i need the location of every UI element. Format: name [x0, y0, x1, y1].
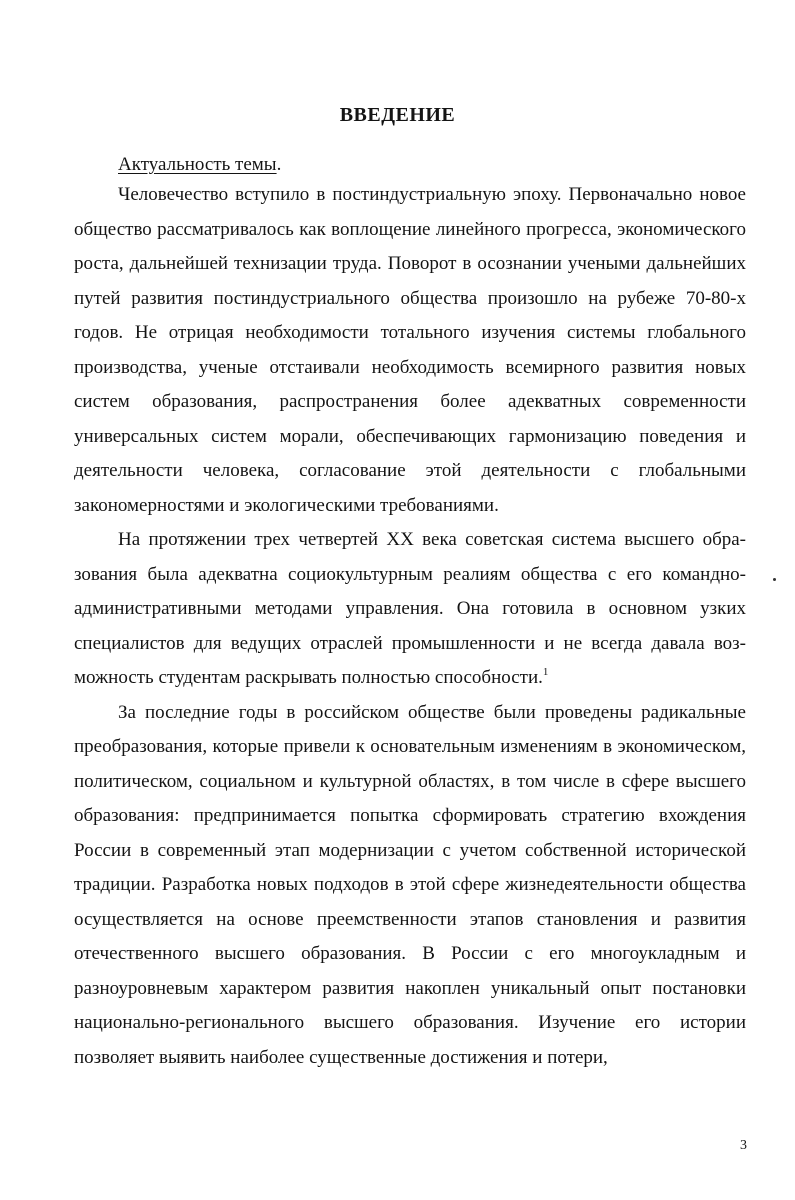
paragraph-3	[74, 696, 746, 1076]
paragraph-3-text: За последние годы в российском обществе были проведены радикальные преобразования, которые привели к основательным изменениям в экономическом, политическом, социальном и культурной областях, в том числе в сфере высшего образования: предпринимается попытка сформировать стратегию вхождения России в современный этап модернизации с учетом собственной исторической традиции. Разработка новых подходов в этой сфере жизнедеятельности общества осуществляется на основе преемственности этапов становления и развития отечественного высшего образования. В России с его многоукладным и разноуровневым характером развития накоплен уникальный опыт постановки национально-регионального высшего образования. Изучение его истории позволяет выявить наиболее существенные достижения и потери,	[74, 701, 746, 1068]
paragraph-2	[74, 523, 746, 696]
body-text	[74, 178, 746, 1075]
page-title: ВВЕДЕНИЕ	[339, 104, 456, 126]
subheading-text: Актуальность темы	[118, 154, 277, 175]
section-subheading	[118, 154, 281, 176]
scan-speck	[773, 578, 776, 581]
paragraph-1-text: Человечество вступило в постиндустриальную эпоху. Первоначально новое общество рассматривалось как воплощение линейного прогресса, экономического роста, дальнейшей технизации труда. Поворот в осознании учеными дальнейших путей развития постиндустриального общества произошло на рубеже 70-80-х годов. Не отрицая необходимости тотального изучения системы глобального производства, ученые отстаивали необходимость всемирного развития новых систем образования, распространения более адекватных современности универсальных систем морали, обеспечивающих гармонизацию поведения и деятельности человека, согласование этой деятельности с глобальными закономерностями и экологическими требованиями.	[74, 184, 746, 516]
paragraph-1	[74, 178, 746, 523]
subheading-period: .	[276, 154, 282, 175]
page-number: 3	[740, 1138, 747, 1153]
paragraph-2-text: На протяжении трех четвертей XX века советская система высшего образования была адекватна социокультурным реалиям общества с его командно-административными методами управления. Она готовила в основном узких специалистов для ведущих отраслей промышленности и не всегда давала возможность студентам раскрывать полностью способности.	[74, 529, 746, 688]
footnote-marker: 1	[542, 666, 549, 678]
